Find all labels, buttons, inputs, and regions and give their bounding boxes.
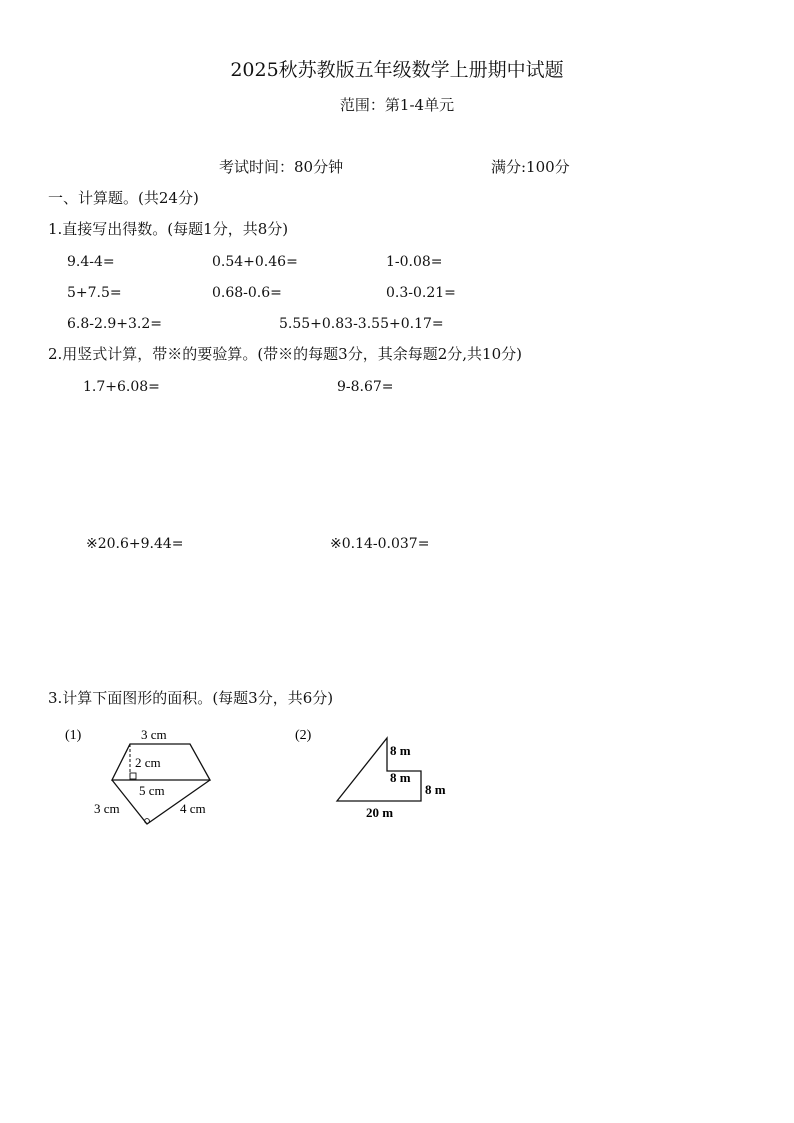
composite-figure bbox=[290, 720, 470, 830]
full-marks: 满分:100分 bbox=[491, 158, 570, 176]
middle-side-label: 8 m bbox=[390, 770, 411, 785]
exam-time: 考试时间：80分钟 bbox=[219, 158, 344, 176]
question-1-title: 1.直接写出得数。(每题1分，共8分) bbox=[48, 220, 289, 238]
trapezoid-figure bbox=[60, 720, 240, 830]
problem: ※20.6+9.44= bbox=[86, 536, 184, 552]
problem: 0.68-0.6= bbox=[212, 285, 282, 301]
problem: 6.8-2.9+3.2= bbox=[67, 316, 162, 332]
problem: ※0.14-0.037= bbox=[330, 536, 430, 552]
problem: 0.54+0.46= bbox=[212, 254, 298, 270]
question-2-title: 2.用竖式计算，带※的要验算。(带※的每题3分，其余每题2分,共10分) bbox=[48, 345, 522, 363]
bottom-side-label: 20 m bbox=[366, 805, 394, 820]
top-base-label: 3 cm bbox=[141, 727, 167, 742]
problem: 1.7+6.08= bbox=[83, 379, 160, 395]
problem: 9-8.67= bbox=[337, 379, 394, 395]
left-leg-label: 3 cm bbox=[94, 801, 120, 816]
bottom-base-label: 5 cm bbox=[139, 783, 165, 798]
figure-1-label: (1) bbox=[65, 728, 82, 743]
right-angle-mark bbox=[130, 773, 136, 779]
question-3-title: 3.计算下面图形的面积。(每题3分，共6分) bbox=[48, 689, 334, 707]
right-leg-label: 4 cm bbox=[180, 801, 206, 816]
upper-side-label: 8 m bbox=[390, 743, 411, 758]
problem: 5.55+0.83-3.55+0.17= bbox=[279, 316, 444, 332]
figure-2-label: (2) bbox=[295, 728, 312, 743]
page-title: 2025秋苏教版五年级数学上册期中试题 bbox=[230, 59, 564, 81]
section-heading: 一、计算题。(共24分) bbox=[48, 189, 199, 207]
height-label: 2 cm bbox=[135, 755, 161, 770]
problem: 5+7.5= bbox=[67, 285, 122, 301]
problem: 0.3-0.21= bbox=[386, 285, 456, 301]
problem: 1-0.08= bbox=[386, 254, 443, 270]
right-side-label: 8 m bbox=[425, 782, 446, 797]
problem: 9.4-4= bbox=[67, 254, 115, 270]
exam-scope: 范围：第1-4单元 bbox=[339, 96, 455, 114]
trapezoid-shape bbox=[112, 744, 210, 780]
